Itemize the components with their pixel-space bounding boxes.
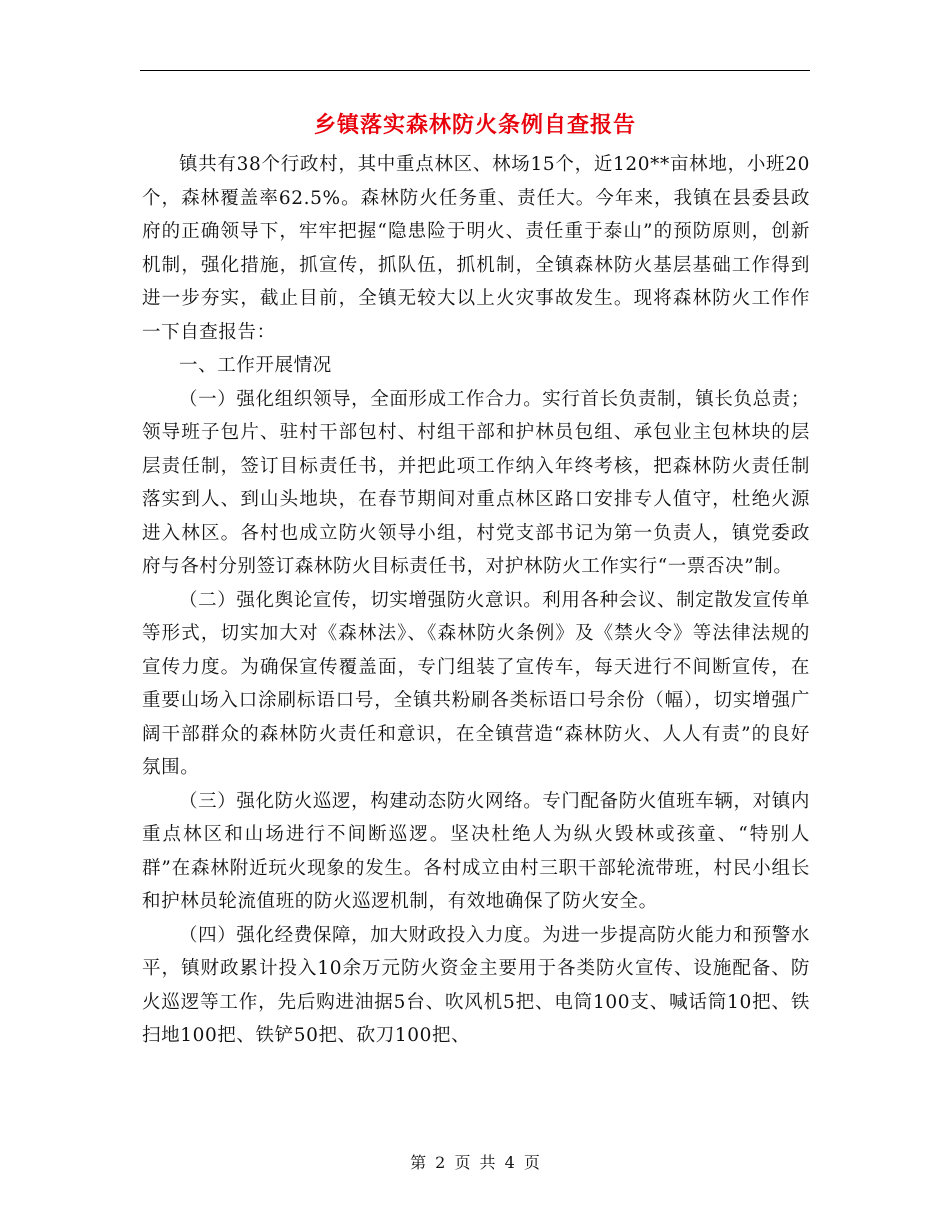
header-rule <box>140 70 810 71</box>
document-body <box>142 148 810 1053</box>
document-title: 乡镇落实森林防火条例自查报告 <box>313 112 636 138</box>
paragraph-organization: （一）强化组织领导，全面形成工作合力。实行首长负责制，镇长负总责；领导班子包片、驻村干部包村、村组干部和护林员包组、承包业主包林块的层层责任制，签订目标责任书，并把此项工作纳入年终考核，把森林防火责任制落实到人、到山头地块，在春节期间对重点林区路口安排专人值守，杜绝火源进入林区。各村也成立防火领导小组，村党支部书记为第一负责人，镇党委政府与各村分别签订森林防火目标责任书，对护林防火工作实行“一票否决”制。 <box>142 388 810 577</box>
page-number: 第 2 页 共 4 页 <box>410 1153 540 1172</box>
section-heading: 一、工作开展情况 <box>179 355 332 376</box>
paragraph-publicity: （二）强化舆论宣传，切实增强防火意识。利用各种会议、制定散发宣传单等形式，切实加大对《森林法》、《森林防火条例》及《禁火令》等法律法规的宣传力度。为确保宣传覆盖面，专门组装了宣传车，每天进行不间断宣传，在重要山场入口涂刷标语口号，全镇共粉刷各类标语口号余份（幅），切实增强广阔干部群众的森林防火责任和意识，在全镇营造“森林防火、人人有责”的良好氛围。 <box>142 589 810 778</box>
paragraph-funding: （四）强化经费保障，加大财政投入力度。为进一步提高防火能力和预警水平，镇财政累计投入10余万元防火资金主要用于各类防火宣传、设施配备、防火巡逻等工作，先后购进油据5台、吹风机5把、电筒100支、喊话筒10把、铁扫地100把、铁铲50把、砍刀100把、 <box>142 924 810 1046</box>
paragraph-intro: 镇共有38个行政村，其中重点林区、林场15个，近120**亩林地，小班20个，森林覆盖率62.5%。森林防火任务重、责任大。今年来，我镇在县委县政府的正确领导下，牢牢把握“隐患险于明火、责任重于泰山”的预防原则，创新机制，强化措施，抓宣传，抓队伍，抓机制，全镇森林防火基层基础工作得到进一步夯实，截止目前，全镇无较大以上火灾事故发生。现将森林防火工作作一下自查报告： <box>142 154 810 343</box>
paragraph-patrol: （三）强化防火巡逻，构建动态防火网络。专门配备防火值班车辆，对镇内重点林区和山场进行不间断巡逻。坚决杜绝人为纵火毁林或孩童、“特别人群”在森林附近玩火现象的发生。各村成立由村三职干部轮流带班，村民小组长和护林员轮流值班的防火巡逻机制，有效地确保了防火安全。 <box>142 790 810 912</box>
